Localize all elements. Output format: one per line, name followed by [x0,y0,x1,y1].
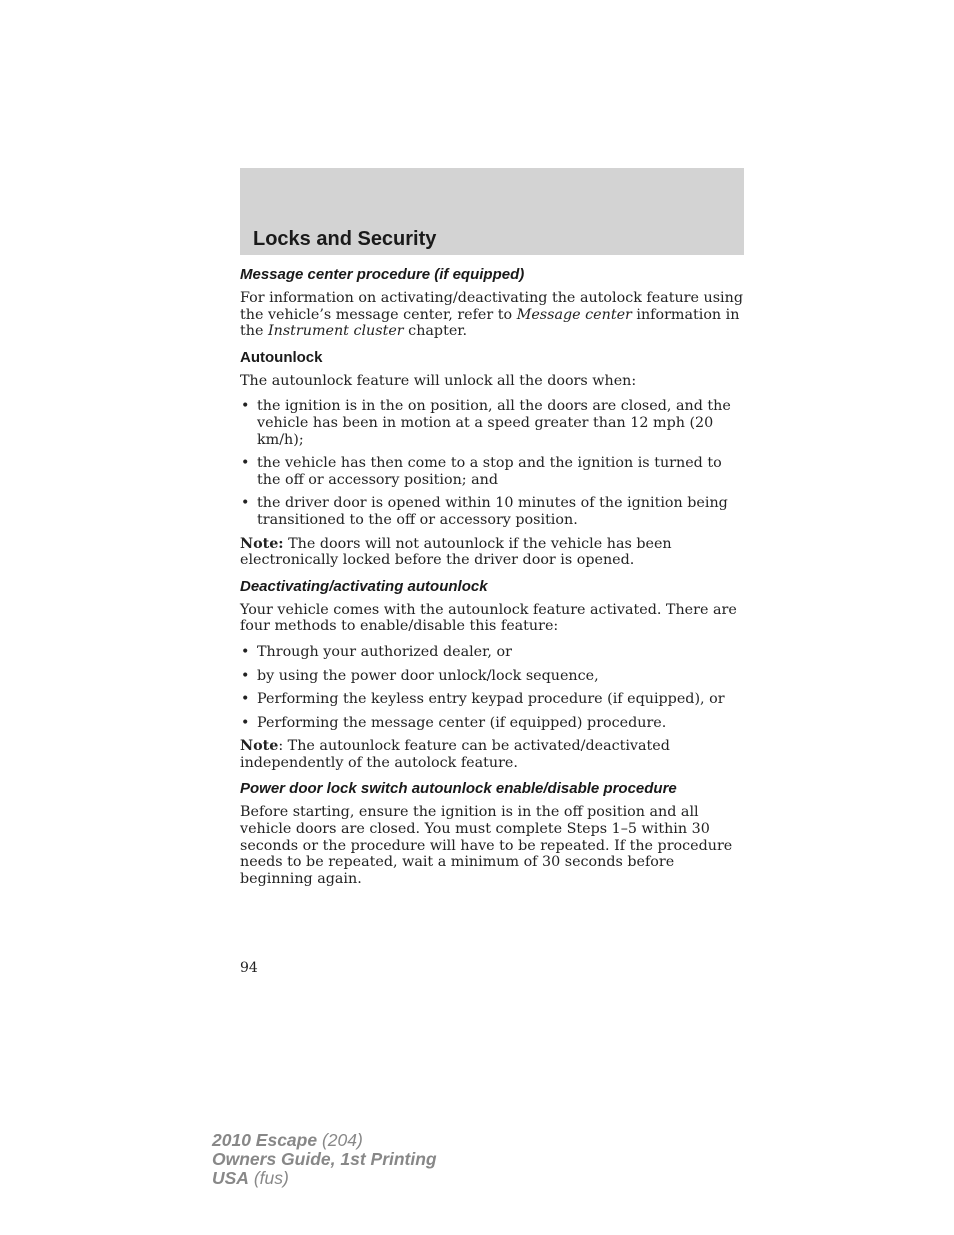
paragraph-deactivating-intro: Your vehicle comes with the autounlock feature activated. There are four methods to enable/disable this feature: [240,601,737,635]
page-content [240,266,744,896]
paragraph-message-center: For information on activating/deactivating the autolock feature using the vehicle’s message center, refer to Message center information in the Instrument cluster chapter. [240,290,743,340]
list-item: • the ignition is in the on position, all the doors are closed, and the vehicle has been in motion at a speed greater than 12 mph (20 km/h); [240,398,744,448]
reference-message-center: Message center [516,306,632,323]
section-heading-power-door-lock: Power door lock switch autounlock enable/disable procedure [240,780,677,798]
footer-line-printing: Owners Guide, 1st Printing [212,1149,437,1169]
list-item: • the driver door is opened within 10 minutes of the ignition being transitioned to the off or accessory position. [240,495,744,528]
section-heading-autounlock: Autounlock [240,348,323,366]
note-label: Note [240,738,279,755]
footer-line-region: USA (fus) [212,1168,289,1188]
autounlock-conditions-list [240,398,744,528]
note-deactivating: Note: The autounlock feature can be activated/deactivated independently of the autolock feature. [240,738,670,771]
list-item: • Through your authorized dealer, or [240,644,744,661]
list-item: • Performing the message center (if equipped) procedure. [240,715,744,732]
list-item: • Performing the keyless entry keypad procedure (if equipped), or [240,691,744,708]
section-heading-message-center: Message center procedure (if equipped) [240,266,525,283]
section-heading-deactivating: Deactivating/activating autounlock [240,577,488,595]
footer-line-model: 2010 Escape (204) [212,1130,363,1150]
reference-instrument-cluster: Instrument cluster [267,323,404,340]
note-label: Note: [240,535,284,552]
note-autounlock: Note: The doors will not autounlock if the vehicle has been electronically locked before the driver door is opened. [240,535,672,569]
methods-list [240,644,744,731]
paragraph-power-door-lock: Before starting, ensure the ignition is in the off position and all vehicle doors are closed. You must complete Steps 1–5 within 30 seconds or the procedure will have to be repeated. If the procedure needs to be repeated, wait a minimum of 30 seconds before beginning again. [240,804,733,887]
document-footer [212,1131,437,1188]
page-number: 94 [240,960,258,976]
list-item: • by using the power door unlock/lock sequence, [240,668,744,685]
list-item: • the vehicle has then come to a stop and the ignition is turned to the off or accessory position; and [240,455,744,488]
chapter-header-band [240,168,744,255]
chapter-title: Locks and Security [253,228,437,250]
paragraph-autounlock-intro: The autounlock feature will unlock all the doors when: [240,372,637,389]
